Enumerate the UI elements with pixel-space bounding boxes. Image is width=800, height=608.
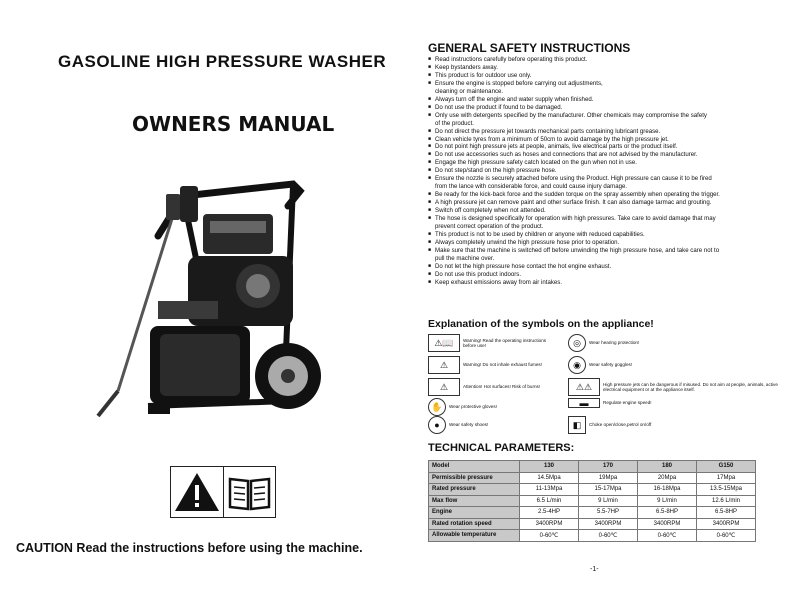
- symbol-safety-goggles: ◉ Wear safety goggles!: [568, 356, 632, 374]
- goggles-icon: ◉: [568, 356, 586, 374]
- symbol-hearing-protection: ◎ Wear hearing protection!: [568, 334, 639, 352]
- safety-item: ■ Clean vehicle tyres from a minimum of 50cm to avoid damage by the high pressure jet.: [428, 136, 790, 144]
- table-row: Max flow 6.5 L/min 9 L/min 9 L/min 12.6 L/min: [429, 495, 756, 507]
- table-row: Rated pressure 11-13Mpa 15-17Mpa 16-18Mpa 13.5-15Mpa: [429, 484, 756, 496]
- safety-item: ■ Do not point high pressure jets at people, animals, live electrical parts or the product itself.: [428, 143, 790, 151]
- safety-item: ■ Do not use accessories such as hoses and connections that are not advised by the manufacturer.: [428, 151, 790, 159]
- safety-item: ■ This product is for outdoor use only.: [428, 72, 790, 80]
- table-header-row: Model 130 170 180 G150: [429, 461, 756, 473]
- symbol-engine-speed: ▬ Regulate engine speed!: [568, 398, 652, 408]
- safety-item: ■ The hose is designed specifically for operation with high pressures. Take care to avoid damage that may prevent correct operation of the product.: [428, 215, 790, 231]
- safety-item: ■ Make sure that the machine is switched off before unwinding the high pressure hose, and take care not to pull the machine over.: [428, 247, 790, 263]
- safety-item: ■ Switch off completely when not attended.: [428, 207, 790, 215]
- read-manual-icon: [224, 467, 275, 517]
- safety-item: ■ Always completely unwind the high pressure hose prior to operation.: [428, 239, 790, 247]
- caution-text: CAUTION Read the instructions before using the machine.: [16, 541, 363, 555]
- pressure-washer-image: [88, 176, 322, 440]
- ear-protection-icon: ◎: [568, 334, 586, 352]
- symbol-exhaust-fumes: ⚠ Warning! Do not inhale exhaust fumes!: [428, 356, 542, 374]
- choke-icon: ◧: [568, 416, 586, 434]
- exhaust-fumes-icon: ⚠: [428, 356, 460, 374]
- symbols-heading: Explanation of the symbols on the appliance!: [428, 318, 654, 330]
- safety-item: ■ Read instructions carefully before operating this product.: [428, 56, 790, 64]
- symbol-protective-gloves: ✋ Wear protective gloves!: [428, 398, 497, 416]
- engine-speed-icon: ▬: [568, 398, 600, 408]
- symbol-choke: ◧ Choke open/close,petrol on/off: [568, 416, 651, 434]
- safety-item: ■ Do not direct the pressure jet towards mechanical parts containing lubricant grease.: [428, 128, 790, 136]
- symbols-grid: [428, 332, 790, 432]
- warning-symbols-box: [170, 466, 276, 518]
- safety-item: ■ Always turn off the engine and water supply when finished.: [428, 96, 790, 104]
- safety-item: ■ Do not use this product indoors.: [428, 271, 790, 279]
- safety-item: ■ Only use with detergents specified by the manufacturer. Other chemicals may compromise the safety of the product.: [428, 112, 790, 128]
- safety-item: ■ Ensure the engine is stopped before carrying out adjustments, cleaning or maintenance.: [428, 80, 790, 96]
- symbol-read-instructions: ⚠📖 Warning! Read the operating instructions before use!: [428, 334, 547, 352]
- safety-list: [428, 56, 790, 287]
- high-pressure-jet-icon: ⚠⚠: [568, 378, 600, 396]
- owners-manual-heading: OWNERS MANUAL: [132, 112, 335, 136]
- hot-surface-icon: ⚠: [428, 378, 460, 396]
- symbol-high-pressure-jet: ⚠⚠ High pressure jets can be dangerous if misused. Do not aim at people, animals, active electrical equipment or at the appliance itself.: [568, 378, 783, 396]
- document-title: GASOLINE HIGH PRESSURE WASHER: [58, 52, 387, 71]
- warning-triangle-icon: [171, 467, 224, 517]
- page-number: -1-: [590, 566, 599, 573]
- tech-params-heading: TECHNICAL PARAMETERS:: [428, 442, 575, 454]
- safety-item: ■ This product is not to be used by children or anyone with reduced capabilities.: [428, 231, 790, 239]
- gloves-icon: ✋: [428, 398, 446, 416]
- warning-book-icon: ⚠📖: [428, 334, 460, 352]
- table-row: Rated rotation speed 3400RPM 3400RPM 3400RPM 3400RPM: [429, 518, 756, 530]
- table-row: Permissible pressure 14.5Mpa 19Mpa 20Mpa 17Mpa: [429, 472, 756, 484]
- safety-item: ■ Do not let the high pressure hose contact the hot engine exhaust.: [428, 263, 790, 271]
- safety-item: ■ Be ready for the kick-back force and the sudden torque on the spray assembly when operating the trigger.: [428, 191, 790, 199]
- safety-heading: GENERAL SAFETY INSTRUCTIONS: [428, 41, 631, 55]
- safety-item: ■ Keep bystanders away.: [428, 64, 790, 72]
- safety-item: ■ A high pressure jet can remove paint and other surface finish. It can also damage tarmac and grouting.: [428, 199, 790, 207]
- safety-item: ■ Do not step/stand on the high pressure hose.: [428, 167, 790, 175]
- symbol-hot-surfaces: ⚠ Attention! Hot surfaces! Risk of burns!: [428, 378, 540, 396]
- safety-item: ■ Engage the high pressure safety catch located on the gun when not in use.: [428, 159, 790, 167]
- safety-item: ■ Do not use the product if found to be damaged.: [428, 104, 790, 112]
- symbol-safety-shoes: ● Wear safety shoes!: [428, 416, 488, 434]
- table-row: Allowable temperature 0-60℃ 0-60℃ 0-60℃ 0-60℃: [429, 530, 756, 542]
- safety-item: ■ Keep exhaust emissions away from air intakes.: [428, 279, 790, 287]
- right-page: [420, 0, 795, 608]
- safety-item: ■ Ensure the nozzle is securely attached before using the Product. High pressure can cause it to be fired from the lance with considerable force, and could cause injury damage.: [428, 175, 790, 191]
- tech-params-table: [428, 460, 756, 542]
- table-row: Engine 2.5-4HP 5.5-7HP 6.5-8HP 6.5-8HP: [429, 507, 756, 519]
- safety-shoes-icon: ●: [428, 416, 446, 434]
